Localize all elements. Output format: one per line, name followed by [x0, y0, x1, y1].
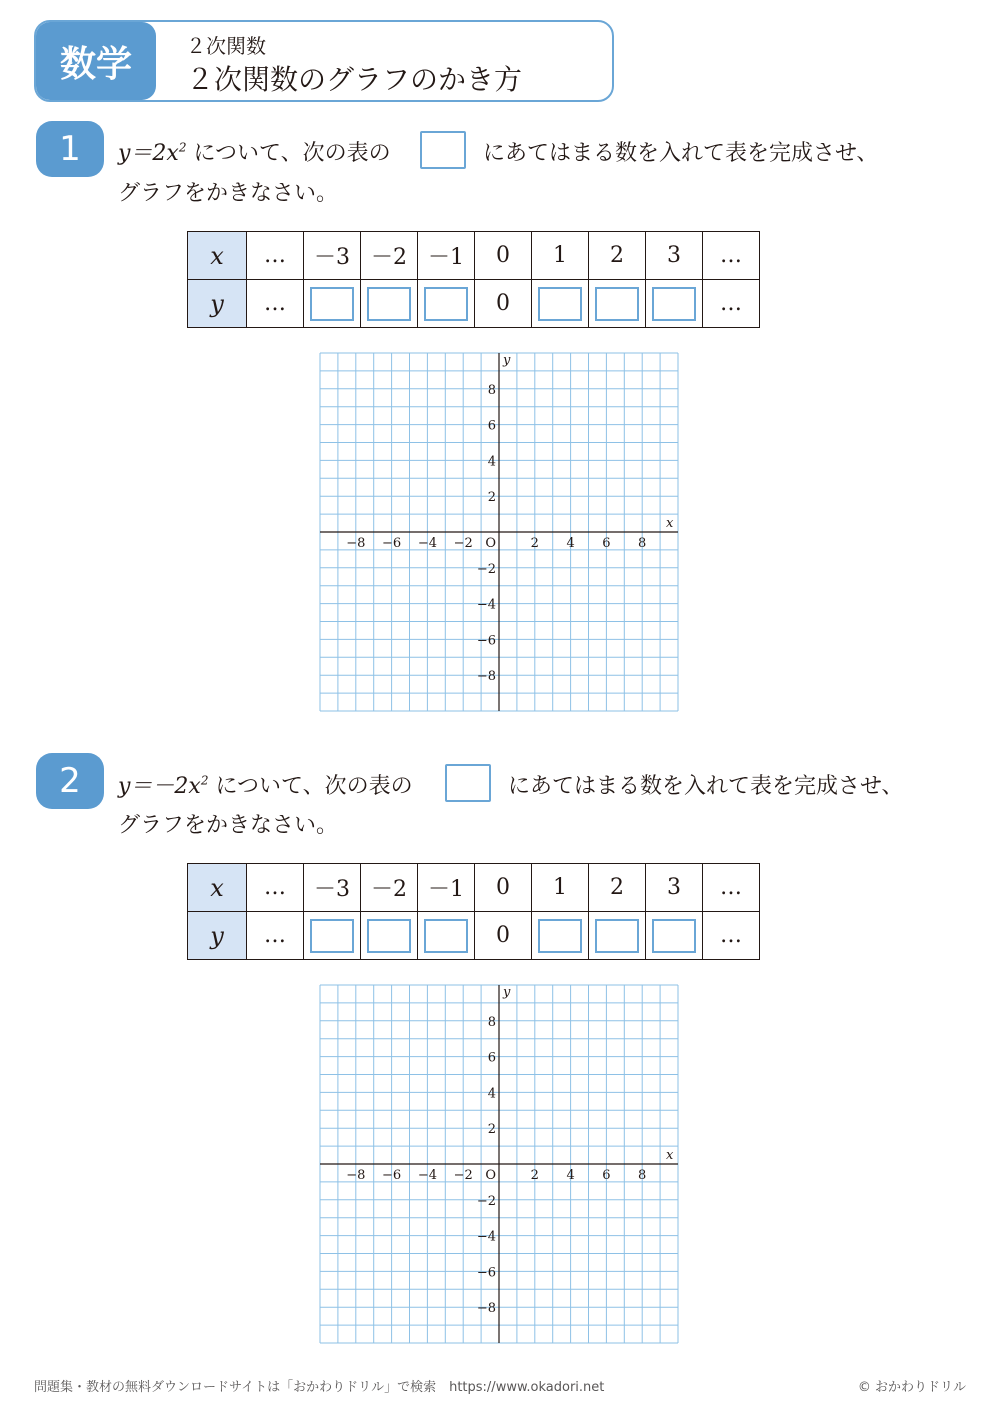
- x-tick-label: 8: [638, 1168, 647, 1183]
- answer-box[interactable]: [538, 919, 582, 953]
- y-tick-label: −2: [476, 1193, 496, 1209]
- subject-label: 数学: [36, 22, 156, 100]
- y-cell-input[interactable]: [304, 912, 361, 960]
- x-tick-label: −2: [453, 536, 473, 551]
- answer-box[interactable]: [652, 919, 696, 953]
- equation-2-exponent: 2: [200, 773, 209, 788]
- footer-site-info: 問題集・教材の無料ダウンロードサイトは「おかわりドリル」で検索 https://www.okadori.net: [34, 1380, 605, 1395]
- answer-box[interactable]: [595, 287, 639, 321]
- y-tick-label: −8: [476, 1301, 496, 1317]
- x-header: x: [188, 864, 247, 912]
- y-cell-input[interactable]: [532, 280, 589, 328]
- x-tick-label: 6: [602, 1168, 611, 1183]
- y-tick-label: 6: [487, 418, 496, 434]
- equation-2: y＝－2x: [118, 774, 201, 799]
- y-tick-label: −6: [476, 1265, 496, 1281]
- y-tick-label: −8: [476, 669, 496, 685]
- x-cell: －2: [361, 232, 418, 280]
- y-tick-label: 6: [487, 1050, 496, 1066]
- y-axis-label: y: [503, 353, 511, 368]
- x-cell: 0: [475, 864, 532, 912]
- question-2-text-a: について、次の表の: [208, 774, 413, 799]
- x-cell: 2: [589, 232, 646, 280]
- coordinate-grid-1[interactable]: [318, 351, 682, 713]
- answer-box[interactable]: [310, 919, 354, 953]
- table-row-y: [188, 280, 760, 328]
- page-title: ２次関数のグラフのかき方: [186, 63, 523, 96]
- y-cell: …: [703, 280, 760, 328]
- y-cell-input[interactable]: [589, 280, 646, 328]
- y-axis-label: y: [503, 985, 511, 1000]
- y-cell-input[interactable]: [532, 912, 589, 960]
- y-tick-label: −2: [476, 561, 496, 577]
- x-cell: …: [703, 232, 760, 280]
- question-1-text-a: について、次の表の: [186, 141, 391, 166]
- y-tick-label: 4: [487, 1086, 496, 1102]
- x-cell: …: [247, 864, 304, 912]
- question-1-line-2: グラフをかきなさい。: [118, 181, 339, 206]
- y-cell-input[interactable]: [646, 912, 703, 960]
- x-tick-label: 4: [566, 1168, 575, 1183]
- y-cell: …: [247, 912, 304, 960]
- x-tick-label: −2: [453, 1168, 473, 1183]
- y-tick-label: 4: [487, 454, 496, 470]
- answer-box[interactable]: [424, 287, 468, 321]
- origin-label: O: [485, 536, 496, 551]
- question-2-text-b: にあてはまる数を入れて表を完成させ、: [508, 774, 904, 799]
- y-header: y: [188, 912, 247, 960]
- x-tick-label: 2: [530, 1168, 539, 1183]
- x-cell: －2: [361, 864, 418, 912]
- answer-box-legend-1: [420, 131, 466, 169]
- x-tick-label: −8: [346, 1168, 366, 1183]
- answer-box[interactable]: [310, 287, 354, 321]
- origin-label: O: [485, 1168, 496, 1183]
- x-tick-label: 4: [566, 536, 575, 551]
- y-cell: …: [703, 912, 760, 960]
- coordinate-grid-2[interactable]: [318, 983, 682, 1345]
- y-cell: 0: [475, 280, 532, 328]
- y-cell-input[interactable]: [418, 280, 475, 328]
- x-tick-label: −8: [346, 536, 366, 551]
- answer-box[interactable]: [367, 919, 411, 953]
- y-tick-label: −4: [476, 1229, 496, 1245]
- x-cell: …: [247, 232, 304, 280]
- x-header: x: [188, 232, 247, 280]
- x-tick-label: 8: [638, 536, 647, 551]
- x-cell: 3: [646, 864, 703, 912]
- header-banner: [34, 20, 614, 102]
- unit-label: ２次関数: [186, 34, 266, 58]
- answer-box[interactable]: [367, 287, 411, 321]
- table-row-y: [188, 912, 760, 960]
- x-tick-label: 6: [602, 536, 611, 551]
- x-axis-label: x: [666, 516, 674, 531]
- x-cell: 1: [532, 232, 589, 280]
- x-cell: －3: [304, 232, 361, 280]
- y-tick-label: 8: [487, 382, 496, 398]
- question-2-line-2: グラフをかきなさい。: [118, 813, 339, 838]
- y-cell-input[interactable]: [589, 912, 646, 960]
- question-number-1: 1: [36, 121, 104, 177]
- y-header: y: [188, 280, 247, 328]
- y-cell-input[interactable]: [361, 280, 418, 328]
- question-2-line-1: [118, 769, 413, 800]
- x-tick-label: −4: [417, 1168, 437, 1183]
- x-cell: －3: [304, 864, 361, 912]
- y-cell-input[interactable]: [361, 912, 418, 960]
- question-number-2: 2: [36, 753, 104, 809]
- y-cell-input[interactable]: [646, 280, 703, 328]
- y-cell: …: [247, 280, 304, 328]
- answer-box-legend-2: [445, 764, 491, 802]
- x-tick-label: 2: [530, 536, 539, 551]
- table-row-x: [188, 864, 760, 912]
- table-row-x: [188, 232, 760, 280]
- x-axis-label: x: [666, 1148, 674, 1163]
- x-cell: …: [703, 864, 760, 912]
- y-tick-label: −4: [476, 597, 496, 613]
- y-tick-label: 2: [487, 490, 496, 506]
- answer-box[interactable]: [424, 919, 468, 953]
- answer-box[interactable]: [595, 919, 639, 953]
- x-cell: －1: [418, 232, 475, 280]
- y-cell: 0: [475, 912, 532, 960]
- y-cell-input[interactable]: [304, 280, 361, 328]
- value-table-1: [187, 231, 760, 328]
- x-cell: 1: [532, 864, 589, 912]
- question-1-line-1: [118, 136, 391, 167]
- x-cell: 2: [589, 864, 646, 912]
- x-tick-label: −6: [382, 1168, 402, 1183]
- question-1-text-b: にあてはまる数を入れて表を完成させ、: [483, 141, 879, 166]
- x-cell: －1: [418, 864, 475, 912]
- equation-1-exponent: 2: [178, 140, 187, 155]
- equation-1: y＝2x: [118, 141, 179, 166]
- x-cell: 0: [475, 232, 532, 280]
- y-tick-label: 2: [487, 1122, 496, 1138]
- y-tick-label: 8: [487, 1014, 496, 1030]
- y-tick-label: −6: [476, 633, 496, 649]
- y-cell-input[interactable]: [418, 912, 475, 960]
- x-cell: 3: [646, 232, 703, 280]
- x-tick-label: −4: [417, 536, 437, 551]
- value-table-2: [187, 863, 760, 960]
- x-tick-label: −6: [382, 536, 402, 551]
- footer-copyright: © おかわりドリル: [857, 1380, 966, 1395]
- answer-box[interactable]: [538, 287, 582, 321]
- answer-box[interactable]: [652, 287, 696, 321]
